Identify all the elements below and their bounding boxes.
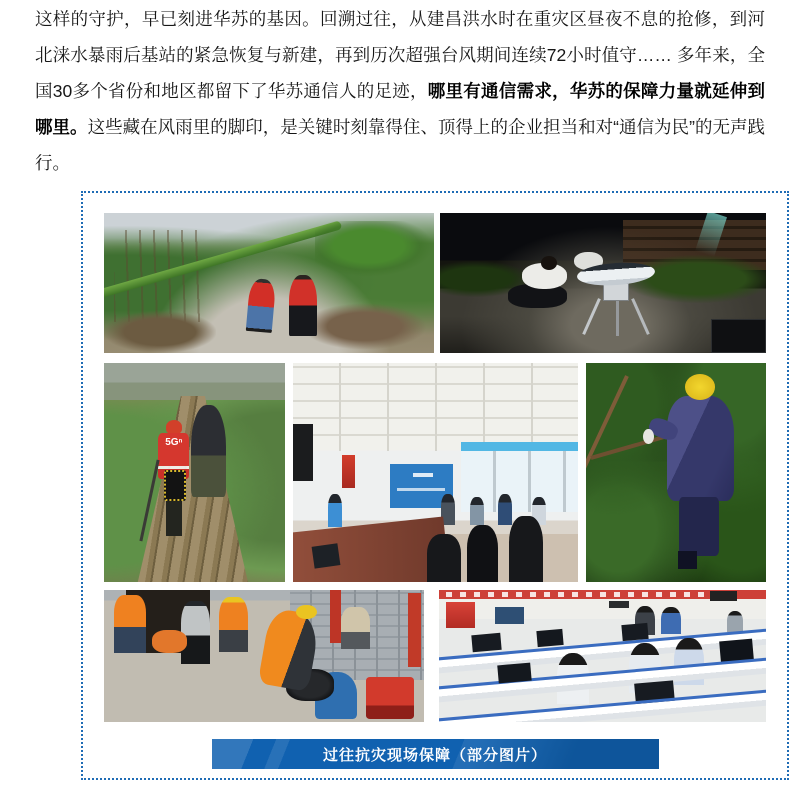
worker-boot-shape xyxy=(678,551,698,569)
storm-debris-shape xyxy=(104,311,216,353)
photo-generator-repair-crew[interactable] xyxy=(104,590,424,722)
monitor-shape xyxy=(621,623,648,641)
wall-tv-shape xyxy=(293,424,313,481)
banner-text-shape xyxy=(397,488,445,492)
paragraph-text-bold: 哪里有通信需求，华苏的保障力量就延伸到哪里。 xyxy=(35,81,766,137)
paragraph-text-tail: 这些藏在风雨里的脚印，是关键时刻靠得住、顶得上的企业担当和对“通信为民”的无声践行。 xyxy=(35,117,765,173)
hooded-worker-shape xyxy=(191,405,225,497)
tripod-leg-shape xyxy=(582,298,601,335)
collage-caption-text: 过往抗灾现场保障（部分图片） xyxy=(322,746,547,764)
storm-debris-shape xyxy=(302,303,427,351)
ceiling-vent-shape xyxy=(609,601,629,609)
tan-shirt-worker-shape xyxy=(341,607,370,649)
red-couplet-shape xyxy=(330,590,341,643)
person-shape xyxy=(328,494,342,527)
person-shape xyxy=(661,607,681,633)
black-bag-shape xyxy=(164,470,186,501)
tripod-leg-shape xyxy=(631,298,650,335)
person-shape xyxy=(470,497,484,525)
article-paragraph xyxy=(35,1,765,181)
work-glove-shape xyxy=(643,429,654,444)
person-shape xyxy=(727,611,743,632)
banner-text-shape xyxy=(446,592,740,597)
monitor-shape xyxy=(497,663,531,684)
worker-legs-shape xyxy=(166,501,182,536)
worker-legs-shape xyxy=(679,497,719,556)
monitor-shape xyxy=(471,632,502,652)
wall-screen-shape xyxy=(495,607,524,624)
paragraph-text-lead: 这样的守护，早已刻进华苏的基因。回溯过往，从建昌洪水时在重灾区昼夜不息的抢修，到河北涞水暴雨后基站的紧急恢复与新建，再到历次超强台风期间连续72小时值守…… 多年来，全国30多个省份和地区都留下了华苏通信人的足迹， xyxy=(35,9,765,101)
equipment-case-shape xyxy=(711,319,766,353)
orange-vest-worker-shape xyxy=(114,595,146,653)
tripod-leg-shape xyxy=(616,300,619,336)
red-flag-shape xyxy=(446,602,475,628)
photo-support-office-rows[interactable] xyxy=(439,590,766,722)
5g-vest-label: 5Gⁿ xyxy=(165,437,183,449)
photo-collage-box xyxy=(81,191,789,780)
raincoat-worker-shape xyxy=(667,396,734,501)
photo-night-satellite-dish-setup[interactable] xyxy=(440,213,766,353)
office-chair-shape xyxy=(509,516,543,582)
banner-logo-shape xyxy=(413,473,433,477)
banana-leaves-shape xyxy=(315,221,434,277)
red-flag-shape xyxy=(342,455,355,488)
office-chair-shape xyxy=(427,534,461,582)
collage-row-2 xyxy=(104,363,766,582)
photo-muddy-trail-5g-backpack[interactable] xyxy=(104,363,285,582)
dish-mount-shape xyxy=(603,283,629,301)
red-vest-worker-shape xyxy=(245,278,276,333)
gray-shirt-worker-shape xyxy=(181,601,210,664)
orange-vest-worker-shape xyxy=(152,630,187,654)
red-generator-shape xyxy=(366,677,414,719)
orange-vest-worker-shape xyxy=(219,597,248,652)
office-chair-shape xyxy=(467,525,498,582)
ceiling-grid-shape xyxy=(293,363,577,451)
red-vest-worker-shape xyxy=(289,275,317,337)
person-shape xyxy=(498,494,512,525)
collage-row-1 xyxy=(104,213,766,353)
collage-row-3 xyxy=(104,590,766,722)
red-helmet-shape xyxy=(166,420,182,434)
red-couplet-shape xyxy=(408,593,421,667)
laptop-shape xyxy=(312,543,340,568)
yellow-helmet-shape xyxy=(296,605,317,620)
photo-night-branch-clearing[interactable] xyxy=(586,363,766,582)
collage-caption-bar xyxy=(212,739,659,769)
monitor-shape xyxy=(536,628,563,646)
ceiling-vent-shape xyxy=(710,591,736,600)
photo-emergency-command-room[interactable] xyxy=(293,363,577,582)
photo-typhoon-fallen-tree-carry[interactable] xyxy=(104,213,434,353)
